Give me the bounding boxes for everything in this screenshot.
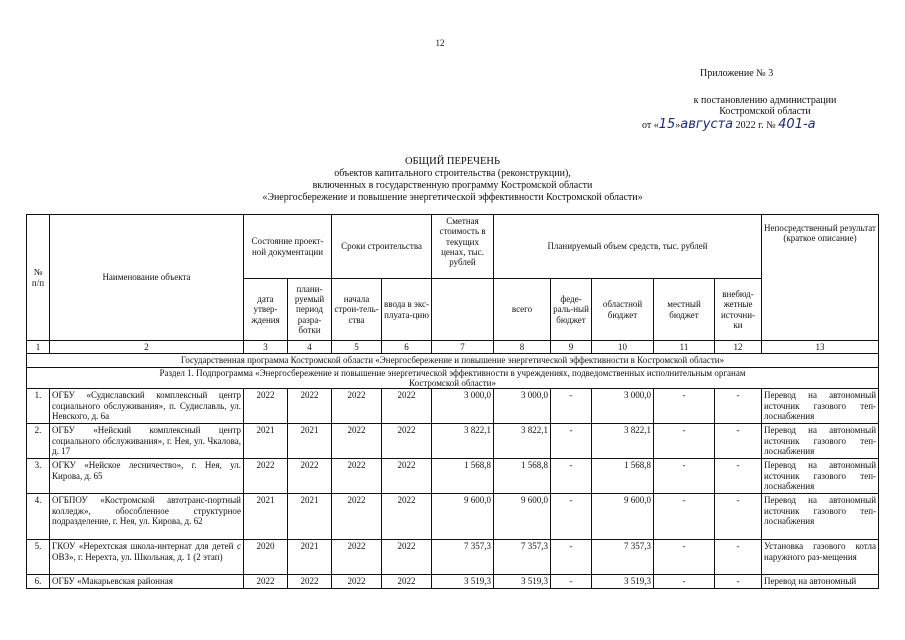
total-funds: 3 519,3 [494,575,551,589]
col-number: 13 [762,341,879,354]
document-subtitle-3: «Энергосбережение и повышение энергетической эффективности Костромской области» [262,192,643,203]
local-budget: - [654,424,715,459]
col-number: 7 [432,341,494,354]
federal-budget: - [551,424,592,459]
estimated-cost: 1 568,8 [432,459,494,494]
local-budget: - [654,540,715,575]
start-year: 2022 [332,494,382,540]
header-regional: областной бюджет [592,279,654,341]
appendix-line-2: Костромской области [719,106,811,117]
estimated-cost: 9 600,0 [432,494,494,540]
estimated-cost: 7 357,3 [432,540,494,575]
commission-year: 2022 [382,424,432,459]
dev-period: 2021 [288,494,332,540]
start-year: 2022 [332,389,382,424]
result-description: Перевод на автономный источник газового теп-лоснабжения [762,494,879,540]
objects-table [26,214,879,589]
header-local: местный бюджет [654,279,715,341]
handwritten-month: августа [680,117,734,132]
header-project-state: Состояние проект-ной документации [244,215,332,279]
header-estimated-cost: Сметная стоимость в текущих ценах, тыс. рублей [432,215,494,279]
commission-year: 2022 [382,389,432,424]
local-budget: - [654,575,715,589]
appendix-line-1: к постановлению администрации [693,95,837,106]
col-number: 6 [382,341,432,354]
date-mid: » [675,120,681,131]
extra-sources: - [715,389,762,424]
federal-budget: - [551,540,592,575]
col-number: 10 [592,341,654,354]
commission-year: 2022 [382,494,432,540]
header-total: всего [494,279,551,341]
header-planned-dev: плани-руемый период разра-ботки [288,279,332,341]
dev-period: 2022 [288,575,332,589]
table-row [27,540,879,575]
row-number: 3. [27,459,50,494]
header-approval-date: дата утвер-ждения [244,279,288,341]
local-budget: - [654,494,715,540]
row-number: 2. [27,424,50,459]
col-number: 12 [715,341,762,354]
commission-year: 2022 [382,575,432,589]
col-number: 5 [332,341,382,354]
section-row: Раздел 1. Подпрограмма «Энергосбережение и повышение энергетической эффективности в учреждениях, подведомственных исполнительным органам Костромской области» [27,367,879,389]
header-construction-terms: Сроки строительства [332,215,432,279]
col-number: 2 [50,341,244,354]
estimated-cost: 3 519,3 [432,575,494,589]
regional-budget: 3 519,3 [592,575,654,589]
header-planned-funds: Планируемый объем средств, тыс. рублей [494,215,762,279]
handwritten-number: 401-а [778,117,816,132]
appendix-title: Приложение № 3 [700,68,774,79]
approval-date: 2022 [244,459,288,494]
local-budget: - [654,389,715,424]
extra-sources: - [715,424,762,459]
estimated-cost: 3 000,0 [432,389,494,424]
regional-budget: 3 000,0 [592,389,654,424]
total-funds: 1 568,8 [494,459,551,494]
dev-period: 2021 [288,540,332,575]
total-funds: 7 357,3 [494,540,551,575]
object-name: ОГБУ «Макарьевская районная [50,575,244,589]
regional-budget: 7 357,3 [592,540,654,575]
table-row [27,459,879,494]
row-number: 4. [27,494,50,540]
header-name: Наименование объекта [50,215,244,341]
date-prefix: от « [642,120,659,131]
table-row [27,424,879,459]
object-name: ОГБУ «Нейский комплексный центр социального обслуживания», г. Нея, ул. Чкалова, д. 17 [50,424,244,459]
result-description: Установка газового котла наружного раз-мещения [762,540,879,575]
estimated-cost: 3 822,1 [432,424,494,459]
extra-sources: - [715,540,762,575]
appendix-date-line [642,117,882,132]
dev-period: 2021 [288,424,332,459]
table-row [27,389,879,424]
program-row: Государственная программа Костромской области «Энергосбережение и повышение энергетической эффективности в Костромской области» [27,354,879,367]
row-number: 1. [27,389,50,424]
result-description: Перевод на автономный [762,575,879,589]
commission-year: 2022 [382,459,432,494]
col-number: 1 [27,341,50,354]
total-funds: 3 822,1 [494,424,551,459]
handwritten-day: 15 [658,117,676,132]
page-number: 12 [435,38,445,48]
start-year: 2022 [332,424,382,459]
object-name: ГКОУ «Нерехтская школа-интернат для детей с ОВЗ», г. Нерехта, ул. Школьная, д. 1 (2 этап) [50,540,244,575]
header-extra: внебюд-жетные источни-ки [715,279,762,341]
header-commissioning: ввода в экс-плуата-цию [382,279,432,341]
extra-sources: - [715,575,762,589]
col-number: 4 [288,341,332,354]
header-cost-empty [432,279,494,341]
result-description: Перевод на автономный источник газового теп-лоснабжения [762,424,879,459]
table-row [27,494,879,540]
header-federal: феде-раль-ный бюджет [551,279,592,341]
result-description: Перевод на автономный источник газового теп-лоснабжения [762,389,879,424]
local-budget: - [654,459,715,494]
header-result: Непосредственный результат (краткое описание) [762,215,879,341]
regional-budget: 1 568,8 [592,459,654,494]
commission-year: 2022 [382,540,432,575]
col-number: 8 [494,341,551,354]
approval-date: 2022 [244,389,288,424]
object-name: ОГБПОУ «Костромской автотранс-портный колледж», обособленное структурное подразделение, г. Нея, ул. Кирова, д. 62 [50,494,244,540]
object-name: ОГКУ «Нейское лесничество», г. Нея, ул. Кирова, д. 65 [50,459,244,494]
row-number: 6. [27,575,50,589]
dev-period: 2022 [288,389,332,424]
extra-sources: - [715,459,762,494]
extra-sources: - [715,494,762,540]
start-year: 2022 [332,575,382,589]
date-suffix: 2022 г. № [735,120,776,131]
row-number: 5. [27,540,50,575]
header-num: № п/п [27,215,50,341]
dev-period: 2022 [288,459,332,494]
result-description: Перевод на автономный источник газового теп-лоснабжения [762,459,879,494]
federal-budget: - [551,494,592,540]
approval-date: 2021 [244,494,288,540]
start-year: 2022 [332,459,382,494]
document-subtitle-1: объектов капитального строительства (реконструкции), [334,168,571,179]
federal-budget: - [551,389,592,424]
approval-date: 2020 [244,540,288,575]
approval-date: 2021 [244,424,288,459]
header-start: начала строи-тель-ства [332,279,382,341]
regional-budget: 9 600,0 [592,494,654,540]
col-number: 3 [244,341,288,354]
approval-date: 2022 [244,575,288,589]
total-funds: 9 600,0 [494,494,551,540]
regional-budget: 3 822,1 [592,424,654,459]
federal-budget: - [551,459,592,494]
total-funds: 3 000,0 [494,389,551,424]
document-title: ОБЩИЙ ПЕРЕЧЕНЬ [404,156,501,167]
document-subtitle-2: включенных в государственную программу Костромской области [312,180,593,191]
federal-budget: - [551,575,592,589]
table-row [27,575,879,589]
col-number: 11 [654,341,715,354]
start-year: 2022 [332,540,382,575]
object-name: ОГБУ «Судиславский комплексный центр социального обслуживания», п. Судиславль, ул. Невского, д. 6а [50,389,244,424]
col-number: 9 [551,341,592,354]
